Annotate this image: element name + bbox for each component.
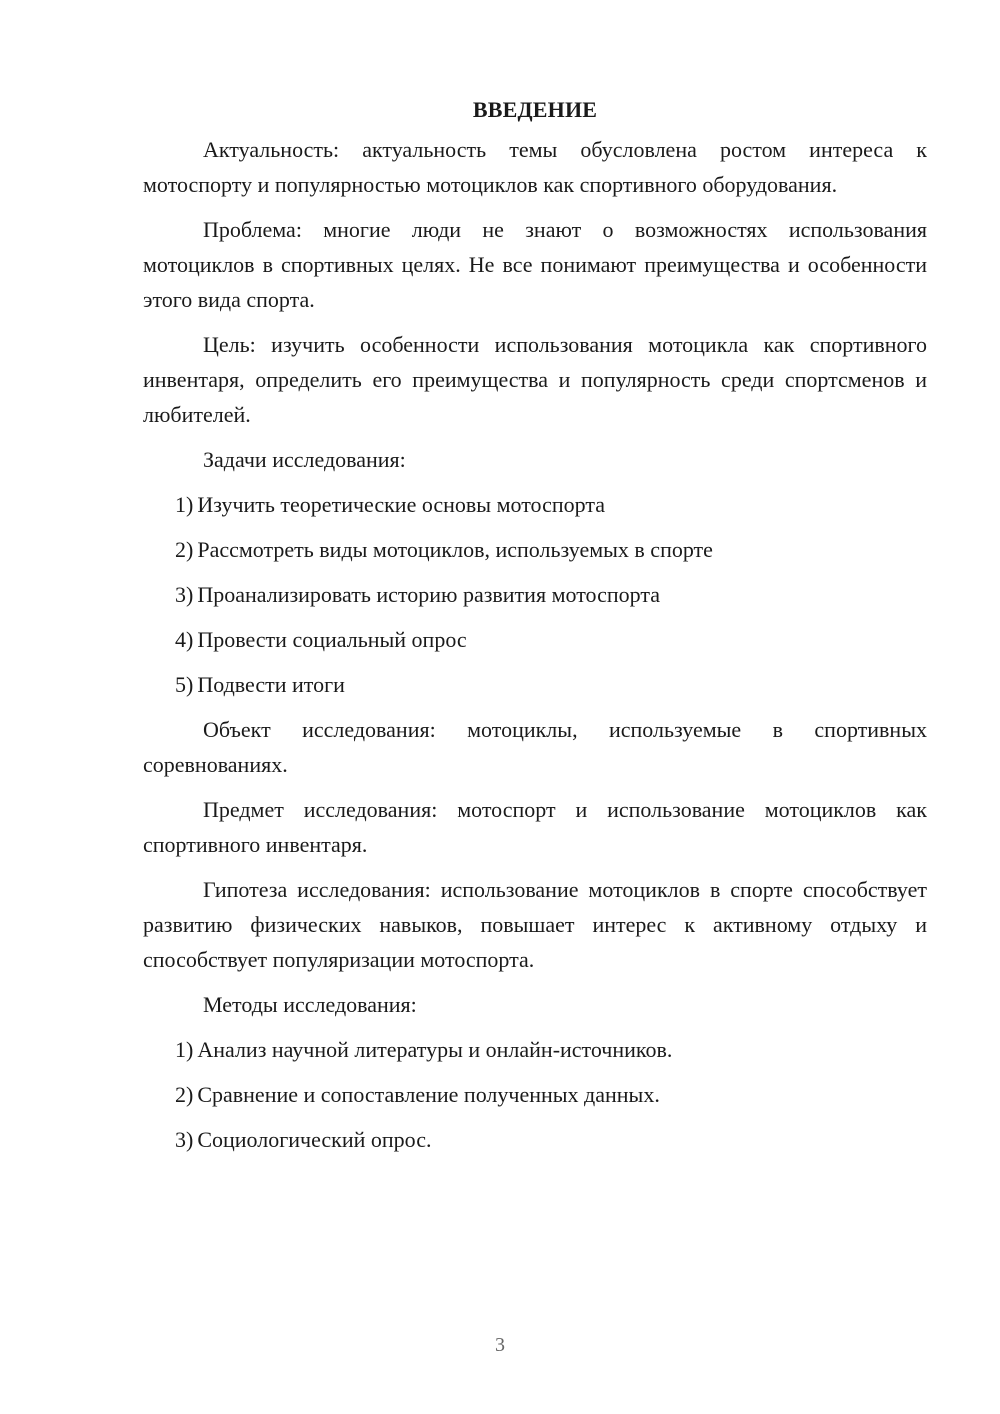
list-item-text: Анализ научной литературы и онлайн-источников. (197, 1037, 673, 1062)
hypothesis-paragraph: Гипотеза исследования: использование мотоциклов в спорте способствует развитию физических навыков, повышает интерес к активному отдыху и способствует популяризации мотоспорта. (143, 877, 927, 972)
list-item (143, 532, 927, 567)
problem-paragraph: Проблема: многие люди не знают о возможностях использования мотоциклов в спортивных целях. Не все понимают преимущества и особенности этого вида спорта. (143, 217, 927, 312)
object-paragraph: Объект исследования: мотоциклы, используемые в спортивных соревнованиях. (143, 717, 927, 777)
list-item-text: Сравнение и сопоставление полученных данных. (197, 1082, 660, 1107)
list-item-text: Провести социальный опрос (197, 627, 467, 652)
list-item-number: 2) (175, 537, 194, 562)
subject-paragraph: Предмет исследования: мотоспорт и использование мотоциклов как спортивного инвентаря. (143, 797, 927, 857)
list-item-number: 1) (175, 492, 194, 517)
tasks-label: Задачи исследования: (203, 447, 406, 472)
list-item-text: Изучить теоретические основы мотоспорта (197, 492, 605, 517)
relevance-paragraph: Актуальность: актуальность темы обусловлена ростом интереса к мотоспорту и популярностью мотоциклов как спортивного оборудования. (143, 137, 927, 197)
list-item (143, 577, 927, 612)
list-item-number: 4) (175, 627, 194, 652)
list-item (143, 667, 927, 702)
goal-paragraph: Цель: изучить особенности использования мотоцикла как спортивного инвентаря, определить его преимущества и популярность среди спортсменов и любителей. (143, 332, 927, 427)
list-item (143, 622, 927, 657)
list-item-text: Подвести итоги (197, 672, 345, 697)
list-item-number: 3) (175, 582, 194, 607)
page-number: 3 (495, 1334, 505, 1356)
list-item-number: 5) (175, 672, 194, 697)
methods-label: Методы исследования: (203, 992, 417, 1017)
list-item (143, 1032, 927, 1067)
list-item-text: Проанализировать историю развития мотоспорта (197, 582, 660, 607)
section-heading: ВВЕДЕНИЕ (472, 97, 598, 122)
page-content (143, 92, 927, 1167)
methods-list (143, 1032, 927, 1157)
list-item-number: 1) (175, 1037, 194, 1062)
list-item-text: Рассмотреть виды мотоциклов, используемых в спорте (197, 537, 713, 562)
list-item-number: 3) (175, 1127, 194, 1152)
list-item (143, 1122, 927, 1157)
list-item (143, 487, 927, 522)
list-item (143, 1077, 927, 1112)
tasks-list (143, 487, 927, 702)
list-item-number: 2) (175, 1082, 194, 1107)
list-item-text: Социологический опрос. (197, 1127, 432, 1152)
